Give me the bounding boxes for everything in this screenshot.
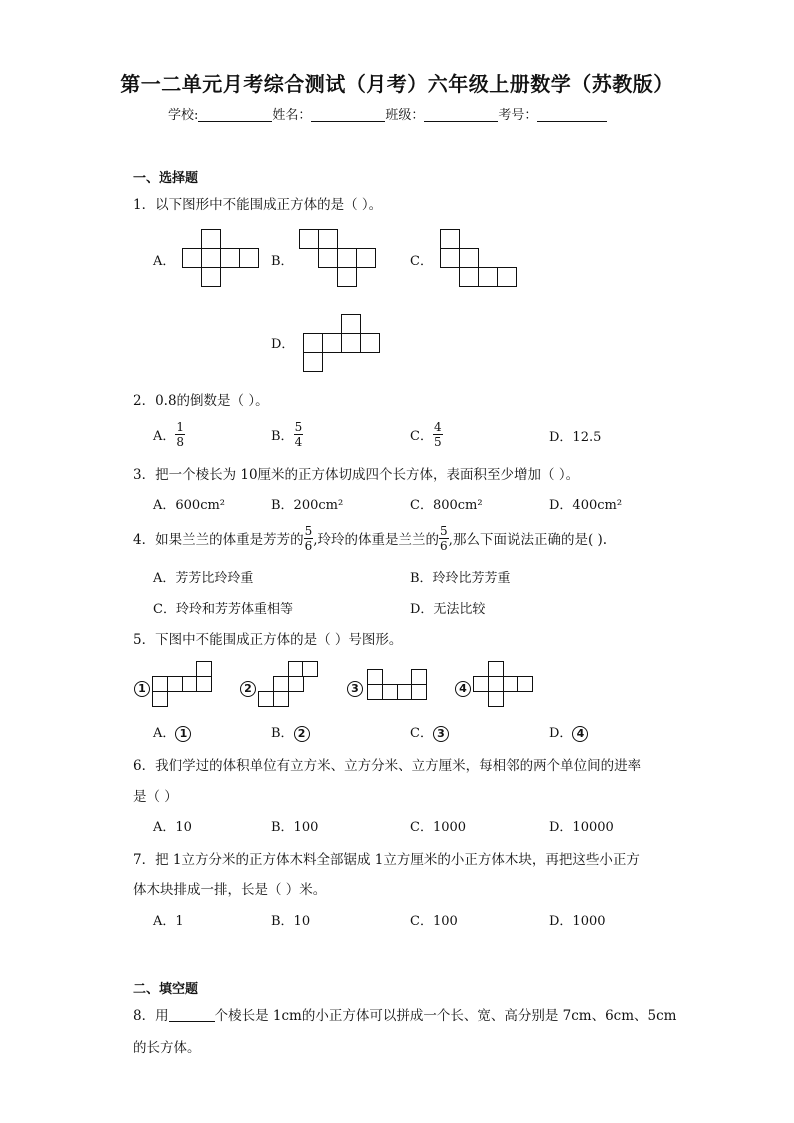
q7-option-b[interactable]: B．10 — [271, 914, 311, 929]
class-label: 班级： — [385, 108, 425, 123]
name-blank[interactable] — [311, 107, 385, 122]
q3-option-a[interactable]: A．600cm² — [153, 498, 226, 513]
q4-fraction-1 — [304, 525, 314, 552]
q8-part1: 8．用 — [133, 1008, 169, 1024]
q4-stem-part1: 4．如果兰兰的体重是芳芳的 — [133, 532, 304, 548]
q5-fig4-label — [455, 677, 471, 697]
circled-number-4: 4 — [572, 726, 588, 742]
circled-number-2: 2 — [240, 681, 256, 697]
q5-c-label: C． — [410, 726, 433, 741]
school-blank[interactable] — [198, 107, 272, 122]
page-title: 第一二单元月考综合测试（月考）六年级上册数学（苏教版） — [120, 72, 674, 96]
q2-option-c[interactable] — [410, 416, 443, 452]
circled-number-1: 1 — [134, 681, 150, 697]
q3-option-c[interactable]: C．800cm² — [410, 498, 483, 513]
info-line — [168, 104, 607, 123]
q6-option-b[interactable]: B．100 — [271, 820, 319, 835]
q6-option-c[interactable]: C．1000 — [410, 820, 467, 835]
q2-option-a[interactable] — [153, 416, 185, 452]
q1-option-a[interactable]: A． — [153, 254, 176, 269]
circled-number-2: 2 — [294, 726, 310, 742]
section-fill: 二、填空题 — [133, 982, 199, 997]
q4-option-c[interactable]: C．玲玲和芳芳体重相等 — [153, 602, 293, 617]
q5-option-c[interactable] — [410, 722, 449, 742]
q4-frac2-num: 5 — [440, 523, 448, 538]
q5-fig1-label — [134, 677, 150, 697]
q6-option-a[interactable]: A．10 — [153, 820, 192, 835]
q5-option-d[interactable] — [549, 722, 588, 742]
q2-c-fraction — [433, 421, 443, 448]
q6-stem-line2: 是（ ） — [133, 789, 178, 805]
q4-option-b[interactable]: B．玲玲比芳芳重 — [410, 571, 511, 586]
q4-stem — [133, 520, 607, 556]
q2-option-b[interactable] — [271, 416, 303, 452]
q2-c-label: C． — [410, 428, 433, 444]
q5-option-b[interactable] — [271, 722, 310, 742]
exam-no-blank[interactable] — [537, 107, 607, 122]
q7-stem-line1: 7．把 1立方分米的正方体木料全部锯成 1立方厘米的小正方体木块，再把这些小正方 — [133, 852, 640, 868]
q2-a-fraction — [175, 421, 185, 448]
q5-a-label: A． — [153, 726, 176, 741]
q2-b-label: B． — [271, 428, 294, 444]
circled-number-1: 1 — [175, 726, 191, 742]
q4-stem-part3: ,那么下面说法正确的是( ). — [448, 532, 608, 548]
q5-stem: 5．下图中不能围成正方体的是（ ）号图形。 — [133, 632, 403, 648]
q3-option-d[interactable]: D．400cm² — [549, 498, 623, 513]
circled-number-3: 3 — [347, 681, 363, 697]
q8-stem-line2: 的长方体。 — [133, 1040, 201, 1056]
q8-part2: 个棱长是 1cm的小正方体可以拼成一个长、宽、高分别是 7cm、6cm、5cm — [214, 1008, 677, 1024]
q2-a-num: 1 — [176, 419, 185, 434]
q2-stem: 2．0.8的倒数是（ ）。 — [133, 393, 269, 409]
q4-frac1-num: 5 — [304, 523, 313, 538]
q4-frac2-den: 6 — [440, 538, 448, 553]
q7-option-a[interactable]: A．1 — [153, 914, 184, 929]
name-label: 姓名： — [272, 108, 312, 123]
q3-option-b[interactable]: B．200cm² — [271, 498, 344, 513]
q5-fig3-label — [347, 677, 363, 697]
q5-option-a[interactable] — [153, 722, 191, 742]
q2-b-num: 5 — [294, 419, 303, 434]
q3-stem: 3．把一个棱长为 10厘米的正方体切成四个长方体，表面积至少增加（ ）。 — [133, 467, 580, 483]
q7-option-c[interactable]: C．100 — [410, 914, 458, 929]
class-blank[interactable] — [424, 107, 498, 122]
q7-stem-line2: 体木块排成一排，长是（ ）米。 — [133, 882, 327, 898]
q2-option-d[interactable]: D．12.5 — [549, 430, 602, 445]
q2-b-fraction — [294, 421, 304, 448]
q5-d-label: D． — [549, 726, 573, 741]
q6-option-d[interactable]: D．10000 — [549, 820, 614, 835]
q1-stem: 1．以下图形中不能围成正方体的是（ ）。 — [133, 197, 383, 213]
school-label: 学校: — [168, 108, 199, 123]
q5-b-label: B． — [271, 726, 294, 741]
q2-b-den: 4 — [294, 434, 303, 449]
q4-stem-part2: ,玲玲的体重是兰兰的 — [313, 532, 440, 548]
q2-c-den: 5 — [433, 434, 442, 449]
q8-answer-blank[interactable] — [169, 1009, 215, 1022]
q2-a-label: A． — [153, 428, 176, 444]
q6-stem-line1: 6．我们学过的体积单位有立方米、立方分米、立方厘米，每相邻的两个单位间的进率 — [133, 758, 642, 774]
q4-frac1-den: 6 — [304, 538, 313, 553]
q1-option-b[interactable]: B． — [271, 254, 294, 269]
q1-option-c[interactable]: C． — [410, 254, 433, 269]
q4-option-d[interactable]: D．无法比较 — [410, 602, 486, 617]
q1-option-d[interactable]: D． — [271, 337, 295, 352]
exam-no-label: 考号： — [498, 108, 538, 123]
q2-c-num: 4 — [433, 419, 442, 434]
circled-number-4: 4 — [455, 681, 471, 697]
q7-option-d[interactable]: D．1000 — [549, 914, 606, 929]
section-choice: 一、选择题 — [133, 171, 199, 186]
q4-fraction-2 — [439, 525, 449, 552]
q8-stem-line1 — [133, 1004, 676, 1024]
q2-a-den: 8 — [176, 434, 185, 449]
q4-option-a[interactable]: A．芳芳比玲玲重 — [153, 571, 254, 586]
circled-number-3: 3 — [433, 726, 449, 742]
q5-fig2-label — [240, 677, 256, 697]
